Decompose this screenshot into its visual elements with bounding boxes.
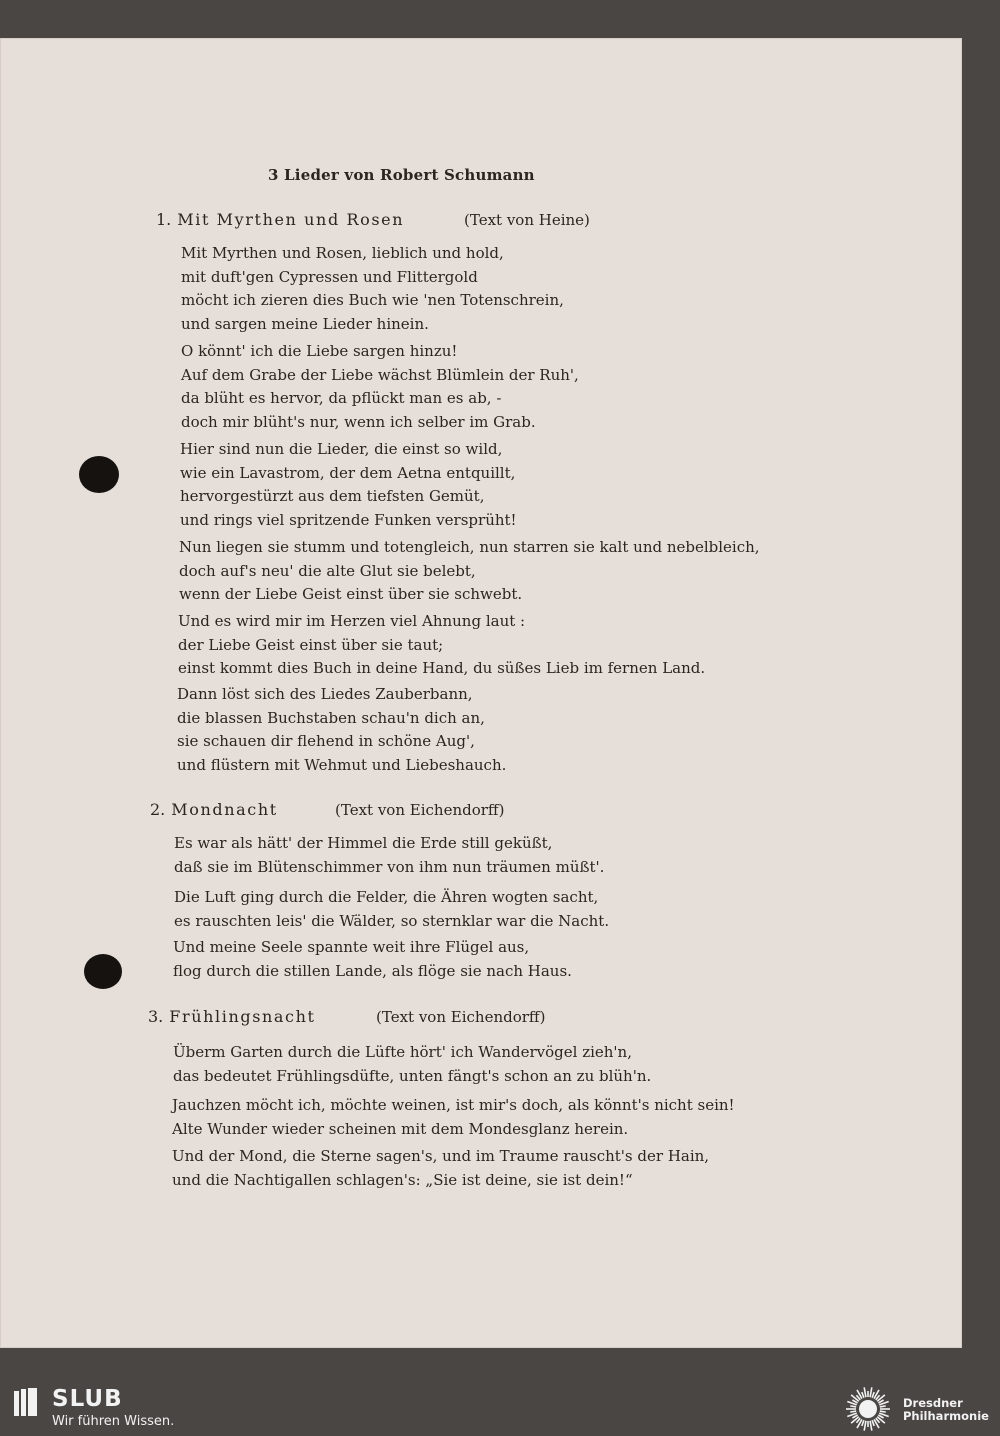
verse-line: Auf dem Grabe der Liebe wächst Blümlein der Ruh', (181, 365, 579, 384)
song-source: (Text von Heine) (464, 211, 590, 229)
verse-line: und die Nachtigallen schlagen's: „Sie ist deine, sie ist dein!“ (172, 1170, 633, 1189)
verse-line: hervorgestürzt aus dem tiefsten Gemüt, (180, 487, 485, 505)
verse-line: wenn der Liebe Geist einst über sie schwebt. (179, 585, 523, 603)
song-number: 2. (150, 800, 166, 819)
verse-line: Jauchzen möcht ich, möchte weinen, ist mir's doch, als könnt's nicht sein! (172, 1096, 735, 1114)
verse-line: sie schauen dir flehend in schöne Aug', (177, 732, 475, 750)
verse-line: Dann löst sich des Liedes Zauberbann, (177, 685, 473, 703)
verse-line: möcht ich zieren dies Buch wie 'nen Totenschrein, (181, 291, 564, 309)
verse-line: der Liebe Geist einst über sie taut; (178, 635, 444, 654)
verse-line: da blüht es hervor, da pflückt man es ab, - (181, 389, 502, 407)
stanza (178, 610, 705, 681)
verse-line: einst kommt dies Buch in deine Hand, du süßes Lieb im fernen Land. (178, 659, 706, 677)
song-heading (148, 1007, 546, 1026)
stanza (174, 832, 604, 879)
stanza (172, 1145, 709, 1192)
document-page (0, 38, 962, 1348)
song-title: Mit Myrthen und Rosen (177, 210, 405, 229)
footer-bar (0, 1384, 1000, 1434)
verse-line: Und der Mond, die Sterne sagen's, und im Traume rauscht's der Hain, (172, 1147, 710, 1165)
song-source: (Text von Eichendorff) (376, 1008, 546, 1026)
verse-line: daß sie im Blütenschimmer von ihm nun träumen müßt'. (174, 857, 605, 876)
verse-line: Und meine Seele spannte weit ihre Flügel aus, (173, 938, 530, 956)
stanza (173, 936, 572, 983)
verse-line: doch mir blüht's nur, wenn ich selber im Grab. (181, 412, 536, 431)
stanza (177, 683, 506, 777)
song-source: (Text von Eichendorff) (335, 801, 505, 819)
song-heading (156, 210, 590, 229)
verse-line: Mit Myrthen und Rosen, lieblich und hold, (181, 244, 504, 262)
verse-line: und sargen meine Lieder hinein. (181, 314, 429, 333)
page-content (0, 38, 962, 1348)
stanza (181, 340, 579, 434)
verse-line: die blassen Buchstaben schau'n dich an, (177, 708, 485, 727)
verse-line: Und es wird mir im Herzen viel Ahnung laut : (178, 612, 526, 630)
verse-line: und flüstern mit Wehmut und Liebeshauch. (177, 755, 507, 774)
verse-line: es rauschten leis' die Wälder, so sternklar war die Nacht. (174, 911, 610, 930)
verse-line: Hier sind nun die Lieder, die einst so wild, (180, 440, 503, 458)
partner-name-line1: Dresdner (903, 1396, 963, 1410)
book-stack-icon (14, 1388, 38, 1416)
library-tagline: Wir führen Wissen. (52, 1414, 175, 1429)
verse-line: Nun liegen sie stumm und totengleich, nun starren sie kalt und nebelbleich, (179, 538, 760, 556)
verse-line: Überm Garten durch die Lüfte hört' ich Wandervögel zieh'n, (173, 1043, 632, 1061)
verse-line: wie ein Lavastrom, der dem Aetna entquillt, (180, 463, 516, 482)
stanza (174, 886, 609, 933)
stanza (173, 1041, 651, 1088)
song-title: Frühlingsnacht (169, 1007, 316, 1026)
verse-line: Die Luft ging durch die Felder, die Ähren wogten sacht, (174, 888, 599, 906)
stanza (172, 1094, 735, 1141)
verse-line: Alte Wunder wieder scheinen mit dem Mondesglanz herein. (172, 1119, 629, 1138)
viewer-top-strip (0, 0, 1000, 38)
stanza (181, 242, 564, 336)
verse-line: flog durch die stillen Lande, als flöge sie nach Haus. (173, 961, 572, 980)
song-number: 3. (148, 1007, 164, 1026)
stanza (179, 536, 760, 607)
sunburst-logo-icon[interactable] (842, 1386, 894, 1432)
song-heading (150, 800, 505, 819)
page-title: 3 Lieder von Robert Schumann (268, 166, 535, 184)
verse-line: doch auf's neu' die alte Glut sie belebt, (179, 561, 476, 580)
partner-name-line2: Philharmonie (903, 1409, 989, 1423)
verse-line: und rings viel spritzende Funken versprüht! (180, 510, 517, 529)
verse-line: Es war als hätt' der Himmel die Erde still geküßt, (174, 834, 553, 852)
verse-line: das bedeutet Frühlingsdüfte, unten fängt's schon an zu blüh'n. (173, 1066, 652, 1085)
verse-line: O könnt' ich die Liebe sargen hinzu! (181, 342, 458, 360)
song-number: 1. (156, 210, 172, 229)
song-title: Mondnacht (171, 800, 278, 819)
partner-name (903, 1397, 989, 1423)
verse-line: mit duft'gen Cypressen und Flittergold (181, 267, 478, 286)
library-name[interactable]: SLUB (52, 1386, 123, 1412)
stanza (180, 438, 517, 532)
